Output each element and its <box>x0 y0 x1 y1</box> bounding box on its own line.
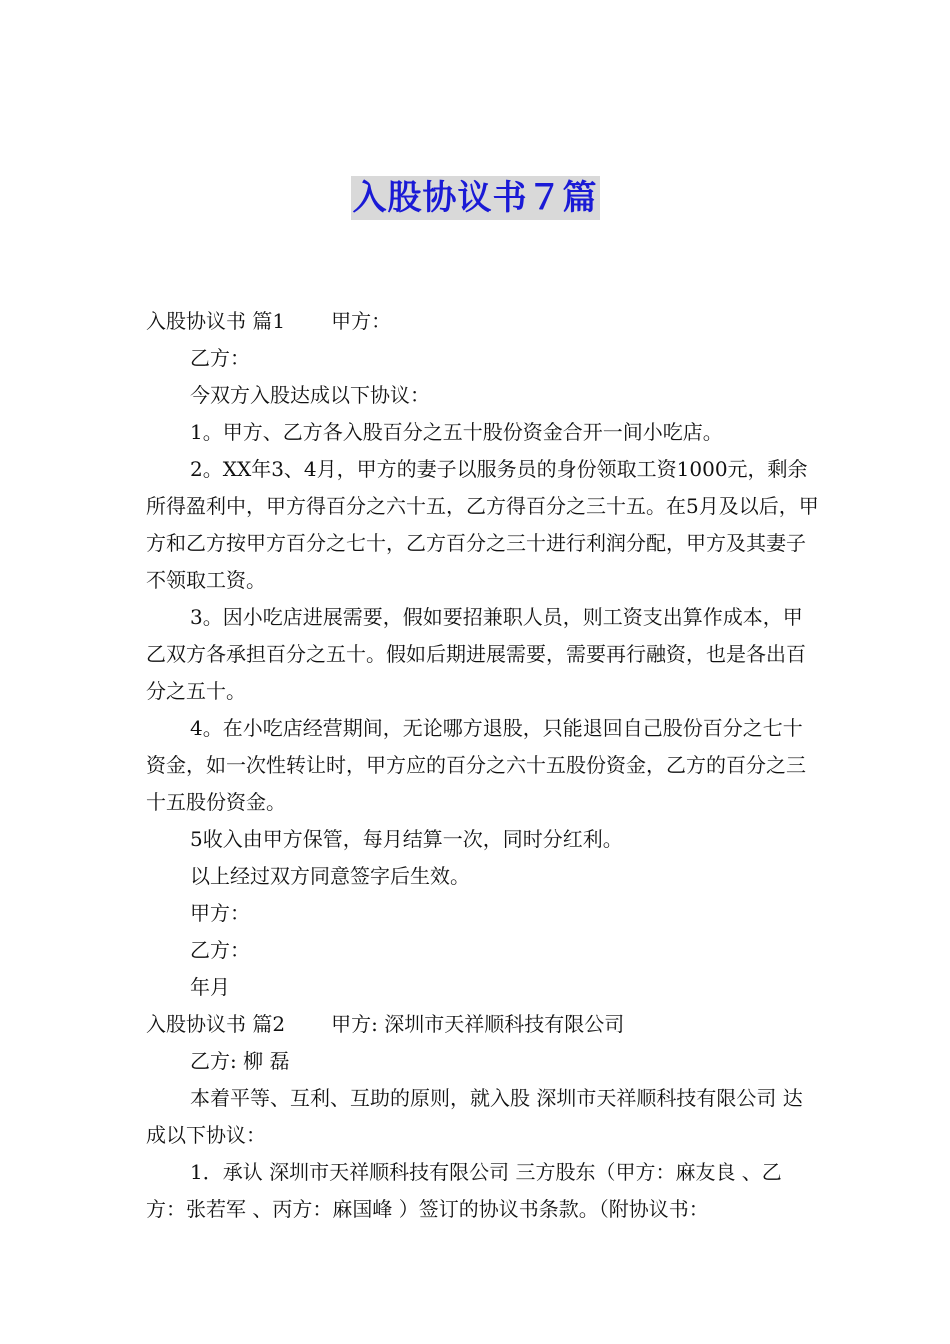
section-1-heading: 入股协议书 篇1 <box>146 309 286 333</box>
section-1-paragraph: 3。因小吃店进展需要，假如要招兼职人员，则工资支出算作成本，甲乙双方各承担百分之五十。假如后期进展需要，需要再行融资，也是各出百分之五十。 <box>146 605 806 703</box>
section-1-paragraph: 2。XX年3、4月，甲方的妻子以服务员的身份领取工资1000元，剩余所得盈利中，甲方得百分之六十五，乙方得百分之三十五。在5月及以后，甲方和乙方按甲方百分之七十，乙方百分之三十进行利润分配，甲方及其妻子不领取工资。 <box>146 457 819 592</box>
section-1-signature-party-a: 甲方： <box>190 901 250 925</box>
section-2-paragraph: 乙方: 柳 磊 <box>190 1049 290 1073</box>
section-2-paragraph: 本着平等、互利、互助的原则，就入股 深圳市天祥顺科技有限公司 达成以下协议： <box>146 1086 803 1147</box>
section-2-heading-line <box>146 1006 821 1043</box>
section-2-paragraph: 1．承认 深圳市天祥顺科技有限公司 三方股东（甲方：麻友良 、乙方：张若军 、丙方：麻国峰 ）签订的协议书条款。（附协议书： <box>146 1160 782 1221</box>
section-1-paragraph: 5收入由甲方保管，每月结算一次，同时分红利。 <box>190 827 623 851</box>
section-1-paragraph: 乙方： <box>190 346 250 370</box>
section-1-party-a: 甲方： <box>331 309 392 333</box>
section-2-heading: 入股协议书 篇2 <box>146 1012 286 1036</box>
section-1-date-line: 年月 <box>190 975 230 999</box>
title-block <box>0 176 950 220</box>
section-1-heading-line <box>146 303 821 340</box>
section-1-paragraph: 1。甲方、乙方各入股百分之五十股份资金合开一间小吃店。 <box>190 420 723 444</box>
section-1-paragraph: 今双方入股达成以下协议： <box>190 383 430 407</box>
document-body <box>146 303 821 1228</box>
document-title: 入股协议书７篇 <box>352 178 598 218</box>
section-1-paragraph: 4。在小吃店经营期间，无论哪方退股，只能退回自己股份百分之七十资金，如一次性转让时，甲方应的百分之六十五股份资金，乙方的百分之三十五股份资金。 <box>146 716 806 814</box>
section-2-party-a: 甲方: 深圳市天祥顺科技有限公司 <box>331 1012 625 1036</box>
section-1-signature-party-b: 乙方： <box>190 938 250 962</box>
section-1-paragraph: 以上经过双方同意签字后生效。 <box>190 864 470 888</box>
